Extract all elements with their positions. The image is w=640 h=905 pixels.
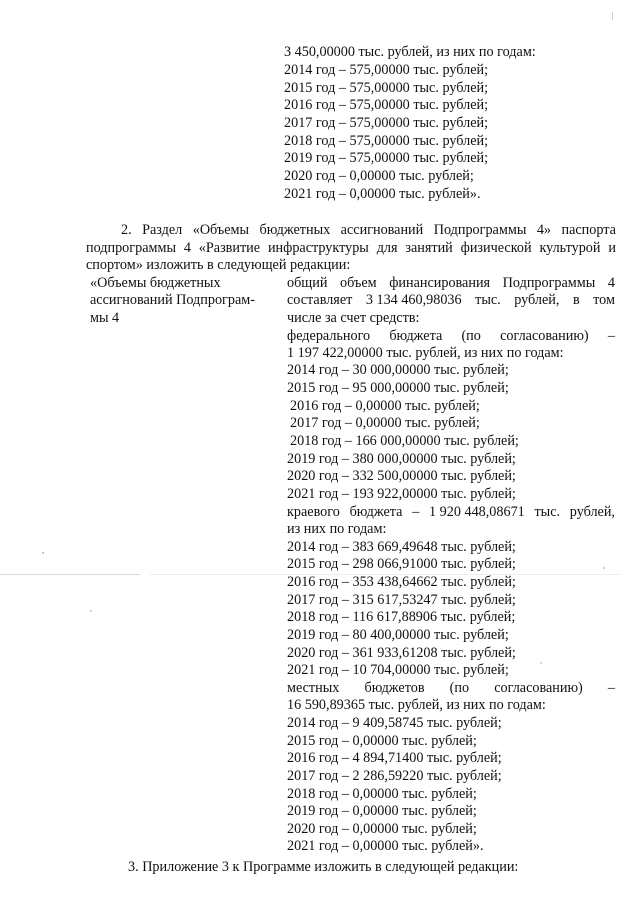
word: бюджета (349, 504, 403, 520)
regional-year-line: 2015 год – 298 066,91000 тыс. рублей; (287, 556, 516, 572)
local-year-line: 2017 год – 2 286,59220 тыс. рублей; (287, 768, 502, 784)
word: согласованию) (494, 680, 583, 696)
word: 4» (536, 222, 552, 238)
word: паспорта (561, 222, 616, 238)
top-year-line: 2018 год – 575,00000 тыс. рублей; (284, 133, 489, 149)
word: объем (340, 275, 377, 291)
word: для (376, 240, 398, 256)
scan-dotted-line (0, 574, 140, 575)
word: бюджета (389, 328, 443, 344)
regional-year-line: 2021 год – 10 704,00000 тыс. рублей; (287, 662, 509, 678)
regional-year-line: 2016 год – 353 438,64662 тыс. рублей; (287, 574, 516, 590)
regional-year-line: 2017 год – 315 617,53247 тыс. рублей; (287, 592, 516, 608)
federal-year-line: 2019 год – 380 000,00000 тыс. рублей; (287, 451, 516, 467)
top-year-line: 2015 год – 575,00000 тыс. рублей; (284, 80, 489, 96)
scan-speck (540, 662, 542, 664)
word: 2. (121, 222, 132, 238)
federal-year-line: 2020 год – 332 500,00000 тыс. рублей; (287, 468, 516, 484)
word: и (608, 240, 616, 256)
word: – (412, 504, 420, 520)
local-year-line: 2018 год – 0,00000 тыс. рублей; (287, 786, 477, 802)
left-cell-line: мы 4 (90, 310, 120, 326)
word: Подпрограммы (502, 275, 596, 291)
section2-line3: спортом» изложить в следующей редакции: (86, 257, 351, 273)
word: (по (461, 328, 481, 344)
word: «Объемы (192, 222, 250, 238)
scan-dotted-line (150, 574, 620, 575)
scan-speck (612, 12, 613, 20)
local-line1 (287, 680, 615, 698)
total-line2 (287, 292, 615, 310)
word: ассигнований (340, 222, 424, 238)
federal-year-line: 2017 год – 0,00000 тыс. рублей; (290, 415, 480, 431)
federal-year-line: 2021 год – 193 922,00000 тыс. рублей; (287, 486, 516, 502)
regional-year-line: 2019 год – 80 400,00000 тыс. рублей; (287, 627, 509, 643)
word: 3 134 460,98036 (365, 292, 462, 308)
left-cell-line: ассигнований Подпрограм- (90, 292, 255, 308)
word: тыс. (534, 504, 561, 520)
word: бюджетных (259, 222, 331, 238)
federal-year-line: 2015 год – 95 000,00000 тыс. рублей; (287, 380, 509, 396)
word: (по (449, 680, 470, 696)
regional-year-line: 2014 год – 383 669,49648 тыс. рублей; (287, 539, 516, 555)
federal-year-line: 2014 год – 30 000,00000 тыс. рублей; (287, 362, 509, 378)
regional-line2: из них по годам: (287, 521, 387, 537)
word: инфраструктуры (267, 240, 369, 256)
word: рублей, (514, 292, 560, 308)
local-year-line: 2016 год – 4 894,71400 тыс. рублей; (287, 750, 502, 766)
federal-year-line: 2018 год – 166 000,00000 тыс. рублей; (290, 433, 519, 449)
scan-speck (603, 567, 605, 569)
section2-line2 (86, 240, 616, 258)
scan-speck (42, 552, 44, 554)
left-cell-line: «Объемы бюджетных (90, 275, 221, 291)
local-year-line: 2020 год – 0,00000 тыс. рублей; (287, 821, 477, 837)
word: подпрограммы (86, 240, 176, 256)
top-year-line: 2021 год – 0,00000 тыс. рублей». (284, 186, 481, 202)
regional-year-line: 2020 год – 361 933,61208 тыс. рублей; (287, 645, 516, 661)
section3-paragraph: 3. Приложение 3 к Программе изложить в следующей редакции: (128, 859, 519, 875)
regional-year-line: 2018 год – 116 617,88906 тыс. рублей; (287, 609, 516, 625)
local-year-line: 2021 год – 0,00000 тыс. рублей». (287, 838, 484, 854)
word: физической (460, 240, 532, 256)
word: – (607, 328, 615, 344)
word: занятий (405, 240, 453, 256)
word: рублей, (569, 504, 615, 520)
local-year-line: 2019 год – 0,00000 тыс. рублей; (287, 803, 477, 819)
federal-line2: 1 197 422,00000 тыс. рублей, из них по годам: (287, 345, 564, 361)
total-line1 (287, 275, 615, 293)
word: тыс. (475, 292, 501, 308)
word: культурой (539, 240, 601, 256)
word: 4 (183, 240, 191, 256)
word: местных (287, 680, 340, 696)
word: краевого (287, 504, 340, 520)
top-year-line: 2016 год – 575,00000 тыс. рублей; (284, 97, 489, 113)
scan-speck (90, 610, 92, 612)
top-year-line: 2020 год – 0,00000 тыс. рублей; (284, 168, 474, 184)
word: Подпрограммы (433, 222, 527, 238)
word: финансирования (389, 275, 491, 291)
top-total-line: 3 450,00000 тыс. рублей, из них по годам: (284, 44, 536, 60)
top-year-line: 2014 год – 575,00000 тыс. рублей; (284, 62, 489, 78)
word: федерального (287, 328, 371, 344)
word: в (572, 292, 580, 308)
top-year-line: 2017 год – 575,00000 тыс. рублей; (284, 115, 489, 131)
total-line3: числе за счет средств: (287, 310, 420, 326)
section2-line1 (121, 222, 616, 240)
word: бюджетов (364, 680, 425, 696)
local-year-line: 2014 год – 9 409,58745 тыс. рублей; (287, 715, 502, 731)
word: Раздел (142, 222, 183, 238)
word: 4 (607, 275, 615, 291)
word: согласованию) (500, 328, 589, 344)
word: том (593, 292, 615, 308)
top-year-line: 2019 год – 575,00000 тыс. рублей; (284, 150, 489, 166)
local-line2: 16 590,89365 тыс. рублей, из них по годам: (287, 697, 546, 713)
regional-line1 (287, 504, 615, 522)
word: «Развитие (198, 240, 261, 256)
word: составляет (287, 292, 353, 308)
word: 1 920 448,08671 (429, 504, 525, 520)
federal-year-line: 2016 год – 0,00000 тыс. рублей; (290, 398, 480, 414)
word: – (607, 680, 615, 696)
local-year-line: 2015 год – 0,00000 тыс. рублей; (287, 733, 477, 749)
federal-line1 (287, 328, 615, 346)
word: общий (287, 275, 328, 291)
